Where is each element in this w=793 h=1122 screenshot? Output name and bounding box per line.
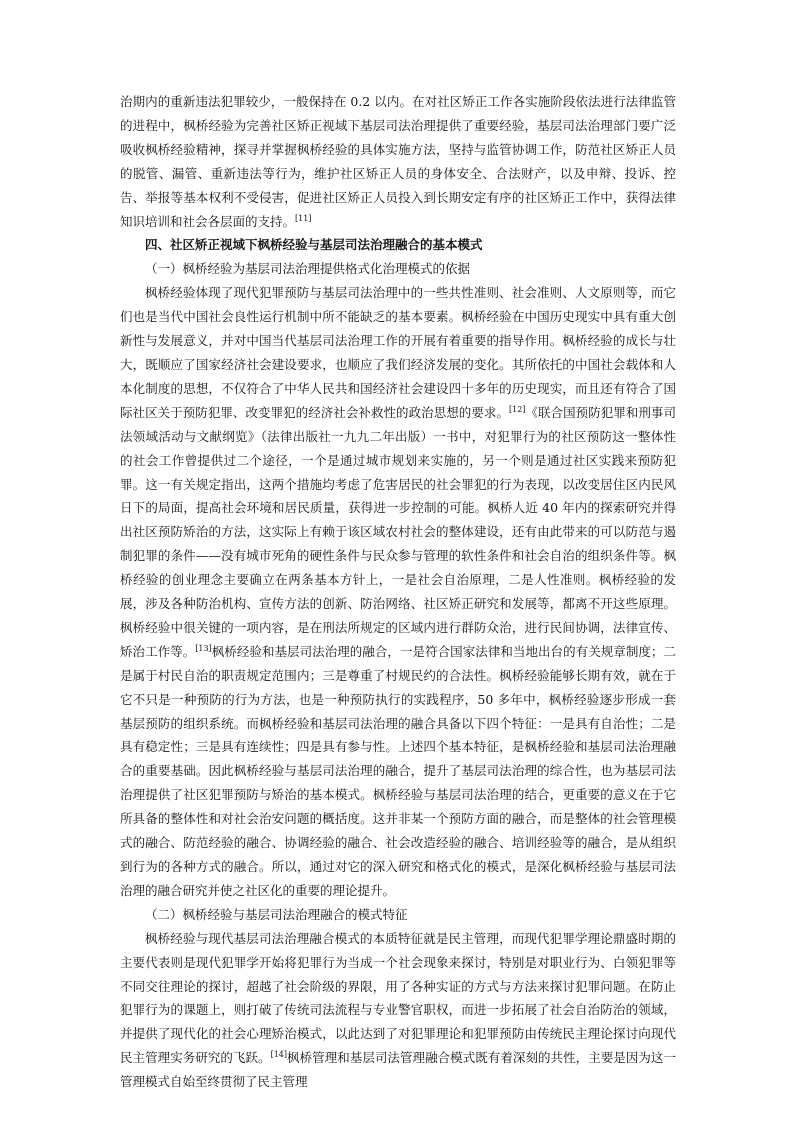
paragraph-body-2 bbox=[120, 927, 676, 1094]
citation-marker: [11] bbox=[295, 213, 312, 223]
paragraph-text: 治期内的重新违法犯罪较少，一般保持在 0.2 以内。在对社区矫正工作各实施阶段依法进行法律监管的进程中，枫桥经验为完善社区矫正视域下基层司法治理提供了重要经验，基层司法治理部门要广泛吸收枫桥经验精神，探寻并掌握枫桥经验的具体实施方法，坚持与监管协调工作，防范社区矫正人员的脱管、漏管、重新违法等行为，维护社区矫正人员的身体安全、合法财产，以及申辩、投诉、控告、举报等基本权利不受侵害，促进社区矫正人员投入到长期安定有序的社区矫正工作中，获得法律知识培训和社会各层面的支持。 bbox=[120, 94, 676, 229]
paragraph-continued bbox=[120, 90, 676, 233]
citation-marker: [12] bbox=[508, 404, 526, 414]
paragraph-text: 《联合国预防犯罪和刑事司法领域活动与文献纲览》（法律出版社一九九二年出版）一书中，对犯罪行为的社区预防这一整体性的社会工作曾提供过二个途径，一个是通过城市规划来实施的，另一个则是通过社区实践来预防犯罪。这一有关规定指出，这两个措施均考虑了危害居民的社会罪犯的行为表现，以改变居住区内民风日下的局面，提高社会环境和居民质量，获得进一步控制的可能。枫桥人近 40 年内的探索研究并得出社区预防矫治的方法，这实际上有赖于该区域农村社会的整体建设，还有由此带来的可以防范与遏制犯罪的条件——没有城市死角的硬性条件与民众参与管理的软性条件和社会自治的组织条件等。枫桥经验的创业理念主要确立在两条基本方针上，一是社会自治原理，二是人性准则。枫桥经验的发展，涉及各种防治机构、宣传方法的创新、防治网络、社区矫正研究和发展等，都离不开这些原理。枫桥经验中很关键的一项内容，是在刑法所规定的区域内进行群防众治，进行民间协调，法律宣传、矫治工作等。 bbox=[120, 404, 676, 659]
subsection-heading-2: （二）枫桥经验与基层司法治理融合的模式特征 bbox=[145, 906, 408, 922]
document-page bbox=[120, 90, 676, 1094]
citation-marker: [13] bbox=[195, 643, 212, 653]
paragraph-text: 枫桥经验体现了现代犯罪预防与基层司法治理中的一些共性准则、社会准则、人文原则等，而它们也是当代中国社会良性运行机制中所不能缺乏的基本要素。枫桥经验在中国历史现实中具有重大创新性与发展意义，并对中国当代基层司法治理工作的开展有着重要的指导作用。枫桥经验的成长与壮大，既顺应了国家经济社会建设要求，也顺应了我们经济发展的变化。其所依托的中国社会载体和人本化制度的思想，不仅符合了中华人民共和国经济社会建设四十多年的历史现实，而且还有符合了国际社区关于预防犯罪、改变罪犯的经济社会补救性的政治思想的要求。 bbox=[120, 285, 676, 420]
subsection-heading-1: （一）枫桥经验为基层司法治理提供格式化治理模式的依据 bbox=[145, 261, 471, 277]
section-heading: 四、社区矫正视域下枫桥经验与基层司法治理融合的基本模式 bbox=[145, 237, 483, 253]
paragraph-text: 枫桥经验与现代基层司法治理融合模式的本质特征就是民主管理，而现代犯罪学理论鼎盛时期的主要代表则是现代犯罪学开始将犯罪行为当成一个社会现象来探讨，特别是对职业行为、白领犯罪等不同交往理论的探讨，超越了社会阶级的界限，用了各种实证的方式与方法来探讨犯罪问题。在防止犯罪行为的课题上，则打破了传统司法流程与专业警官职权，而进一步拓展了社会自治防治的领域，并提供了现代化的社会心理矫治模式，以此达到了对犯罪理论和犯罪预防由传统民主理论探讨向现代民主管理实务研究的飞跃。 bbox=[120, 930, 676, 1066]
paragraph-text: 枫桥经验和基层司法治理的融合，一是符合国家法律和当地出台的有关规章制度；二是属于村民自治的职责规定范围内；三是尊重了村规民约的合法性。枫桥经验能够长期有效，就在于它不只是一种预防的行为方法，也是一种预防执行的实践程序，50 多年中，枫桥经验逐步形成一套基层预防的组织系统。而枫桥经验和基层司法治理的融合具备以下四个特征：一是具有自治性；二是具有稳定性；三是具有连续性；四是具有参与性。上述四个基本特征，是枫桥经验和基层司法治理融合的重要基础。因此枫桥经验与基层司法治理的融合，提升了基层司法治理的综合性，也为基层司法治理提供了社区犯罪预防与矫治的基本模式。枫桥经验与基层司法治理的结合，更重要的意义在于它所具备的整体性和对社会治安问题的概括度。这并非某一个预防方面的融合，而是整体的社会管理模式的融合、防范经验的融合、协调经验的融合、社会改造经验的融合、培训经验等的融合，是从组织到行为的各种方式的融合。所以，通过对它的深入研究和格式化的模式，是深化枫桥经验与基层司法治理的融合研究并使之社区化的重要的理论提升。 bbox=[120, 643, 676, 898]
paragraph-text: 枫桥管理和基层司法管理融合模式既有着深刻的共性，主要是因为这一管理模式自始至终贯彻了民主管理 bbox=[120, 1050, 676, 1090]
citation-marker: [14] bbox=[270, 1050, 287, 1060]
paragraph-body-1 bbox=[120, 281, 676, 903]
